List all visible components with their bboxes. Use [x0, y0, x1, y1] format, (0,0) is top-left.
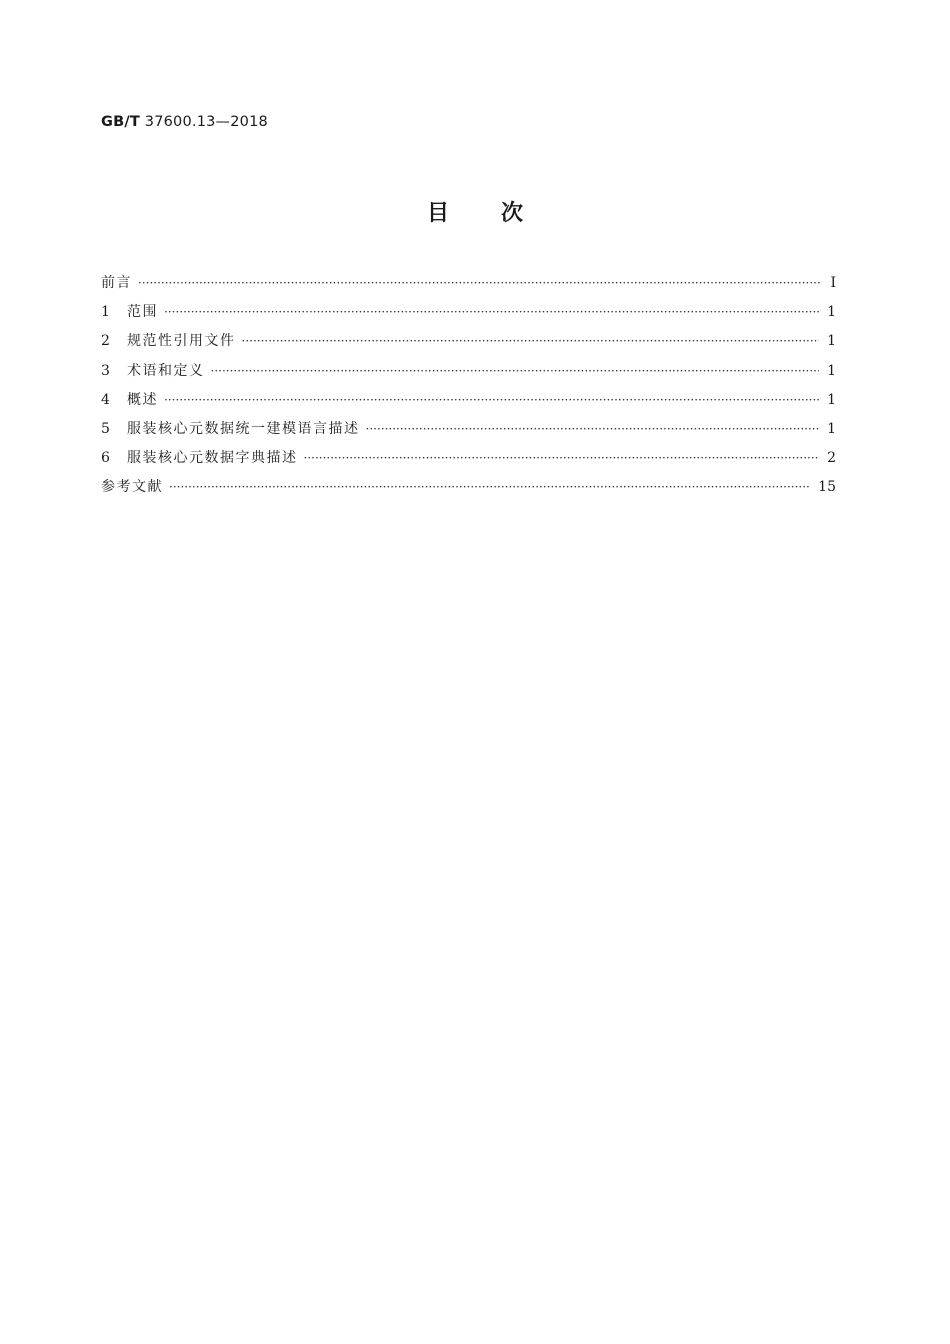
toc-item-page: 1 [827, 333, 836, 350]
standard-prefix: GB/T [101, 114, 140, 130]
toc-item-page: 1 [827, 362, 836, 379]
toc-item-title: 前言 [101, 275, 132, 291]
toc-item-foreword[interactable] [101, 272, 836, 301]
toc-item-normative-references[interactable] [101, 330, 836, 359]
toc-item-title: 服装核心元数据字典描述 [127, 450, 298, 467]
toc-item-page: 1 [827, 391, 836, 408]
toc-item-page: 2 [827, 450, 836, 467]
toc-item-overview[interactable] [101, 389, 836, 418]
toc-leader-dots [211, 364, 820, 378]
toc-item-title: 规范性引用文件 [127, 333, 236, 350]
standard-number: 37600.13—2018 [144, 114, 268, 130]
toc-item-number: 2 [101, 333, 110, 350]
toc-leader-dots [164, 393, 819, 407]
toc-item-number: 3 [101, 362, 110, 379]
toc-item-number: 6 [101, 450, 110, 467]
toc-leader-dots [138, 276, 822, 290]
toc-item-data-dictionary[interactable] [101, 447, 836, 476]
toc-item-title: 参考文献 [101, 479, 163, 496]
toc-item-title: 范围 [127, 304, 158, 321]
toc-item-page: 1 [827, 304, 836, 321]
toc-item-number: 1 [101, 304, 110, 321]
page-title: 目次 [426, 201, 575, 226]
toc-item-scope[interactable] [101, 301, 836, 330]
toc-item-number: 4 [101, 391, 110, 408]
toc-leader-dots [242, 334, 820, 348]
toc-leader-dots [169, 480, 810, 494]
toc-leader-dots [304, 451, 820, 465]
toc-item-title: 概述 [127, 391, 158, 408]
toc-leader-dots [164, 305, 819, 319]
toc-item-title: 术语和定义 [127, 362, 205, 379]
toc-item-bibliography[interactable] [101, 476, 836, 505]
toc-item-page: 15 [818, 479, 836, 496]
toc-item-uml-description[interactable] [101, 418, 836, 447]
toc-item-terms-definitions[interactable] [101, 360, 836, 389]
toc-item-title: 服装核心元数据统一建模语言描述 [127, 420, 360, 437]
table-of-contents [101, 272, 836, 506]
toc-item-page: Ⅰ [830, 275, 836, 291]
toc-item-page: 1 [827, 420, 836, 437]
standard-code [101, 114, 268, 130]
toc-leader-dots [366, 422, 820, 436]
toc-item-number: 5 [101, 420, 110, 437]
